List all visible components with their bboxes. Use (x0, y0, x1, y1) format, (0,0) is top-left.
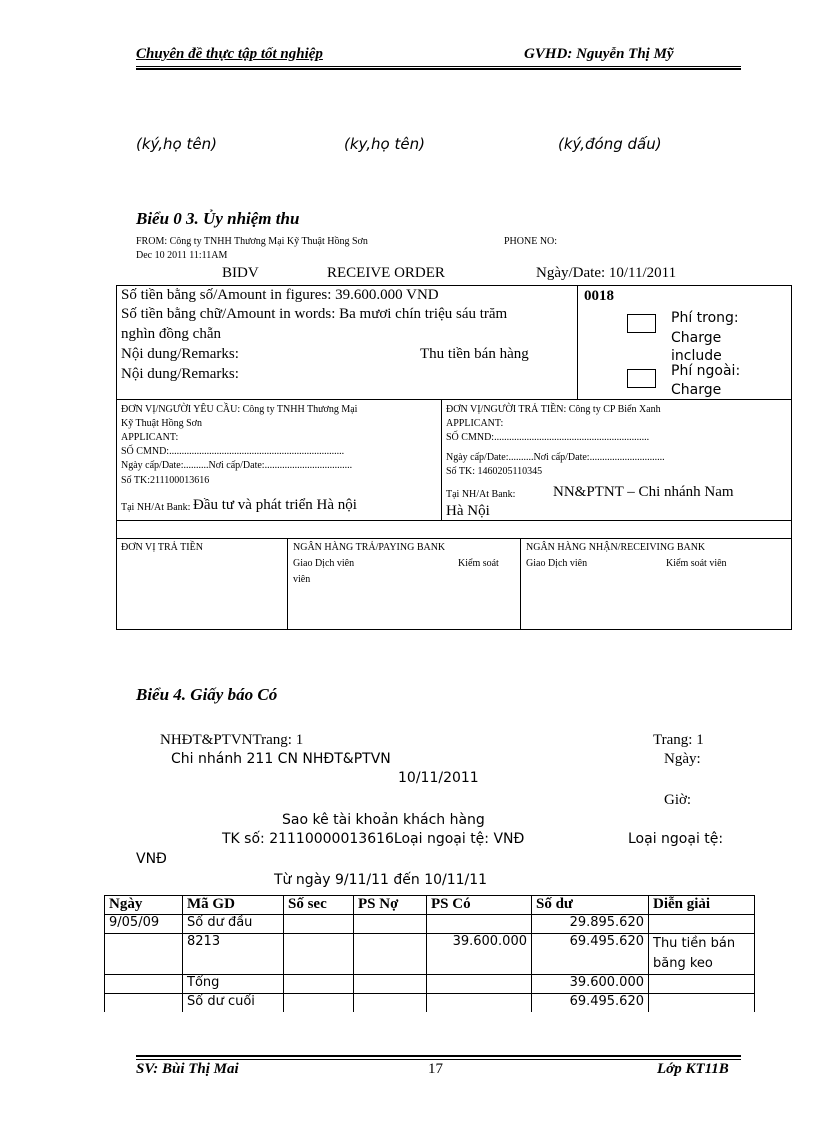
applicant-line-2: Kỹ Thuật Hồng Sơn (121, 418, 202, 429)
col-header-credit: PS Có (427, 896, 532, 915)
amount-words-2: nghìn đồng chẵn (121, 326, 221, 342)
statement-date: 10/11/2011 (398, 770, 479, 786)
table-row (105, 915, 755, 934)
cell-cheque (284, 915, 354, 934)
order-date: Ngày/Date: 10/11/2011 (536, 265, 677, 281)
cell-credit (427, 994, 532, 1013)
col-header-cheque: Số sec (284, 896, 354, 915)
paying-bank-label: NGÂN HÀNG TRẢ/PAYING BANK (293, 542, 446, 553)
col-header-code: Mã GD (183, 896, 284, 915)
payer-line-1: ĐƠN VỊ/NGƯỜI TRẢ TIỀN: Công ty CP Biển Xanh (446, 404, 661, 415)
cell-debit (354, 915, 427, 934)
applicant-line-5: Ngày cấp/Date:..........Nơi cấp/Date:................................... (121, 460, 353, 471)
applicant-bank-value: Đầu tư và phát triển Hà nội (193, 497, 357, 513)
cell-debit (354, 975, 427, 994)
payer-bank-label: Tại NH/At Bank: (446, 489, 516, 500)
datetime: Dec 10 2011 11:11AM (136, 250, 228, 261)
cell-credit: 39.600.000 (427, 934, 532, 975)
col-header-description: Diễn giải (649, 896, 755, 915)
cell-description: Thu tiền bán băng keo (649, 934, 755, 975)
cell-balance: 69.495.620 (532, 994, 649, 1013)
account-line: TK số: 21110000013616Loại ngoại tệ: VNĐ (222, 831, 525, 847)
header-right: GVHD: Nguyễn Thị Mỹ (524, 46, 674, 62)
cell-code: Số dư cuối (183, 994, 284, 1013)
cell-debit (354, 934, 427, 975)
from-line: FROM: Công ty TNHH Thương Mại Kỹ Thuật Hồng Sơn (136, 236, 368, 247)
fee-out-label-2: Charge (671, 382, 722, 398)
paying-teller-label: Giao Dịch viên (293, 558, 355, 569)
applicant-line-6: Số TK:211100013616 (121, 475, 210, 486)
amount-figures: Số tiền bằng số/Amount in figures: 39.600.000 VND (121, 287, 439, 303)
table-header-row (105, 896, 755, 915)
footer-class: Lớp KT11B (657, 1061, 729, 1077)
day-label: Ngày: (664, 751, 701, 767)
cell-debit (354, 994, 427, 1013)
fee-in-label-1: Phí trong: (671, 310, 739, 326)
payer-bank-value: NN&PTNT – Chi nhánh Nam (553, 484, 734, 500)
payer-line-2: APPLICANT: (446, 418, 504, 429)
amount-words-1: Số tiền bằng chữ/Amount in words: Ba mươi chín triệu sáu trăm (121, 306, 508, 322)
paying-control-label: Kiểm soát (458, 558, 499, 569)
footer-student: SV: Bùi Thị Mai (136, 1061, 239, 1077)
col-header-balance: Số dư (532, 896, 649, 915)
cell-code: Số dư đầu (183, 915, 284, 934)
paying-control-label-wrap: viên (293, 574, 311, 585)
remarks-label-2: Nội dung/Remarks: (121, 366, 239, 382)
payer-line-5: Số TK: 1460205110345 (446, 466, 543, 477)
time-label: Giờ: (664, 792, 692, 808)
statement-title: Sao kê tài khoản khách hàng (282, 812, 485, 828)
payer-bank-city: Hà Nội (446, 503, 490, 519)
receiving-control-label: Kiểm soát viên (666, 558, 727, 569)
cell-description (649, 915, 755, 934)
currency-wrap: VNĐ (136, 851, 167, 867)
bank-line: NHĐT&PTVNTrang: 1 (160, 732, 304, 748)
footer-rule (136, 1059, 741, 1060)
table-row (105, 994, 755, 1013)
remarks-label-1: Nội dung/Remarks: (121, 346, 239, 362)
order-number: 0018 (584, 288, 614, 304)
cell-balance: 29.895.620 (532, 915, 649, 934)
currency-right: Loại ngoại tệ: (628, 831, 724, 847)
remarks-value: Thu tiền bán hàng (420, 346, 529, 362)
fee-out-label-1: Phí ngoài: (671, 363, 741, 379)
cell-cheque (284, 975, 354, 994)
order-type: RECEIVE ORDER (327, 265, 445, 281)
cell-description (649, 975, 755, 994)
bieu4-title: Biểu 4. Giấy báo Có (136, 685, 278, 704)
fee-in-label-2: Charge (671, 330, 722, 346)
payer-line-3: SỐ CMND:.............................................................. (446, 432, 650, 443)
cell-cheque (284, 994, 354, 1013)
cell-code: 8213 (183, 934, 284, 975)
statement-table (104, 895, 755, 1012)
cell-credit (427, 915, 532, 934)
applicant-line-4: SỐ CMND:...................................................................... (121, 446, 345, 457)
col-header-debit: PS Nợ (354, 896, 427, 915)
bieu3-title: Biểu 0 3. Ủy nhiệm thu (136, 209, 300, 228)
page-number: 17 (428, 1061, 443, 1077)
col-header-date: Ngày (105, 896, 183, 915)
footer-rule-thick (136, 1055, 741, 1057)
fee-in-label-3: include (671, 348, 722, 360)
paying-unit-label: ĐƠN VỊ TRẢ TIỀN (121, 542, 203, 553)
signature-2: (ky,họ tên) (344, 135, 425, 153)
cell-date (105, 994, 183, 1013)
cell-date (105, 975, 183, 994)
header-left: Chuyên đề thực tập tốt nghiệp (136, 46, 323, 62)
applicant-line-1: ĐƠN VỊ/NGƯỜI YÊU CẦU: Công ty TNHH Thương Mại (121, 404, 358, 415)
payer-line-4: Ngày cấp/Date:..........Nơi cấp/Date:.............................. (446, 452, 665, 463)
cell-code: Tổng (183, 975, 284, 994)
signature-3: (ký,đóng dấu) (558, 135, 662, 153)
phone-label: PHONE NO: (504, 236, 558, 247)
receiving-bank-label: NGÂN HÀNG NHẬN/RECEIVING BANK (526, 542, 706, 553)
cell-cheque (284, 934, 354, 975)
cell-description (649, 994, 755, 1013)
applicant-line-3: APPLICANT: (121, 432, 179, 443)
cell-date: 9/05/09 (105, 915, 183, 934)
table-row (105, 934, 755, 975)
applicant-bank-label: Tại NH/At Bank: (121, 502, 191, 513)
receiving-teller-label: Giao Dịch viên (526, 558, 588, 569)
table-row (105, 975, 755, 994)
bank-name: BIDV (222, 265, 259, 281)
branch-line: Chi nhánh 211 CN NHĐT&PTVN (171, 751, 391, 767)
cell-balance: 39.600.000 (532, 975, 649, 994)
page-right: Trang: 1 (653, 732, 704, 748)
cell-balance: 69.495.620 (532, 934, 649, 975)
cell-credit (427, 975, 532, 994)
signature-1: (ký,họ tên) (136, 135, 217, 153)
statement-period: Từ ngày 9/11/11 đến 10/11/11 (274, 872, 488, 888)
cell-date (105, 934, 183, 975)
